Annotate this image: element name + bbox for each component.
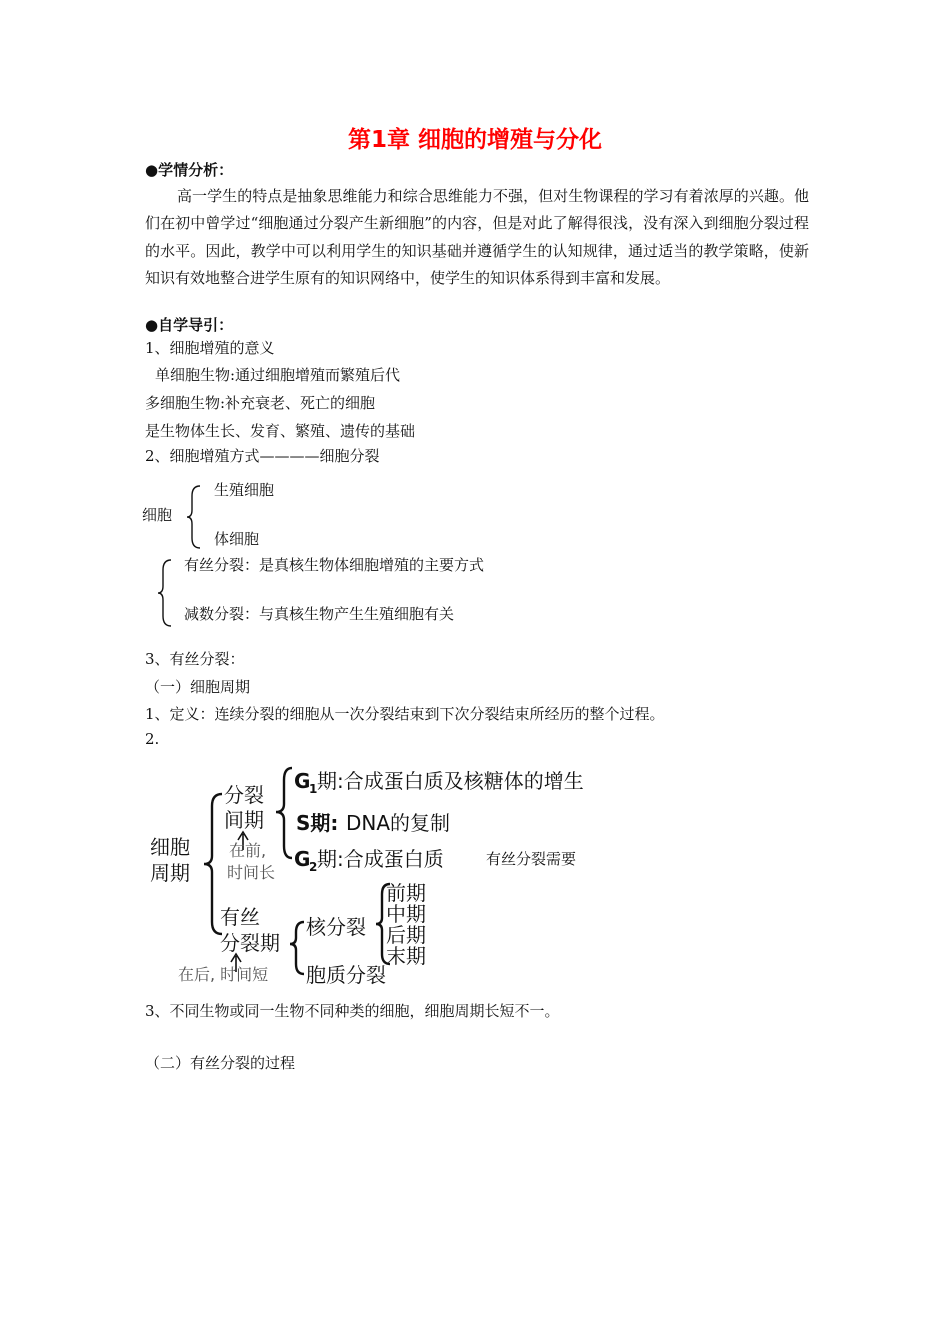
side-note: 有丝分裂需要 xyxy=(486,850,577,868)
cytoplasmic-division: 胞质分裂 xyxy=(306,963,386,987)
cell-type-germ: 生殖细胞 xyxy=(214,481,275,499)
phase-prophase: 前期 xyxy=(386,881,426,905)
division-meiosis: 减数分裂：与真核生物产生生殖细胞有关 xyxy=(184,605,455,623)
phase-telophase: 末期 xyxy=(386,944,426,968)
root-label-1: 细胞 xyxy=(150,835,190,859)
g1-text: 期:合成蛋白质及核糖体的增生 xyxy=(317,769,584,793)
line-basis: 是生物体生长、发育、繁殖、遗传的基础 xyxy=(145,422,416,440)
interphase-note-1: 在前, xyxy=(229,841,267,860)
brace-division-types xyxy=(156,558,176,628)
item-2: 2、细胞增殖方式————细胞分裂 xyxy=(145,447,380,465)
division-mitosis: 有丝分裂：是真核生物体细胞增殖的主要方式 xyxy=(184,556,485,574)
mitosis-label-1: 有丝 xyxy=(220,905,260,929)
analysis-paragraph: 高一学生的特点是抽象思维能力和综合思维能力不强，但对生物课程的学习有着浓厚的兴趣。他们在初中曾学过“细胞通过分裂产生新细胞”的内容，但是对此了解得很浅，没有深入到细胞分裂过程的水平。因此，教学中可以利用学生的知识基础并遵循学生的认知规律，通过适当的教学策略，使新知识有效地整合进学生原有的知识网络中，使学生的知识体系得到丰富和发展。 xyxy=(145,187,809,288)
phase-metaphase: 中期 xyxy=(386,902,426,926)
interphase-note-2: 时间长 xyxy=(227,863,276,882)
item-3: 3、有丝分裂： xyxy=(145,650,245,668)
s-text: DNA的复制 xyxy=(346,811,451,835)
g1-label: G xyxy=(294,769,311,793)
subheading-cell-cycle: （一）细胞周期 xyxy=(145,678,251,696)
g2-text: 期:合成蛋白质 xyxy=(317,847,444,871)
brace-mitosis xyxy=(290,922,304,974)
page-title: 第1章 细胞的增殖与分化 xyxy=(347,127,602,153)
phase-anaphase: 后期 xyxy=(386,923,426,947)
interphase-label-2: 间期 xyxy=(224,808,264,832)
brace-cell-types xyxy=(185,484,205,550)
item-2-number: 2. xyxy=(145,730,160,748)
mitosis-label-2: 分裂期 xyxy=(220,931,280,955)
line-single-cell: 单细胞生物:通过细胞增殖而繁殖后代 xyxy=(155,366,401,384)
root-label-2: 周期 xyxy=(150,861,190,885)
s-label: S期: xyxy=(296,811,339,835)
line-multi-cell: 多细胞生物:补充衰老、死亡的细胞 xyxy=(145,394,376,412)
nuclear-division: 核分裂 xyxy=(306,915,366,939)
interphase-label-1: 分裂 xyxy=(224,783,264,807)
definition: 1、定义：连续分裂的细胞从一次分裂结束到下次分裂结束所经历的整个过程。 xyxy=(145,705,665,723)
item-3b: 3、不同生物或同一生物不同种类的细胞，细胞周期长短不一。 xyxy=(145,1002,560,1020)
subheading-mitosis-process: （二）有丝分裂的过程 xyxy=(145,1054,296,1072)
cell-cycle-diagram xyxy=(140,760,610,995)
guide-heading: ●自学导引： xyxy=(145,316,234,334)
g2-subscript: 2 xyxy=(309,860,318,874)
mitosis-note: 在后, 时间短 xyxy=(178,965,269,984)
g2-label: G xyxy=(294,847,311,871)
analysis-heading: ●学情分析： xyxy=(145,161,234,179)
cell-label: 细胞 xyxy=(142,506,173,524)
brace-interphase xyxy=(276,768,292,858)
item-1: 1、细胞增殖的意义 xyxy=(145,339,275,357)
g1-subscript: 1 xyxy=(309,782,318,796)
cell-type-somatic: 体细胞 xyxy=(214,530,260,548)
